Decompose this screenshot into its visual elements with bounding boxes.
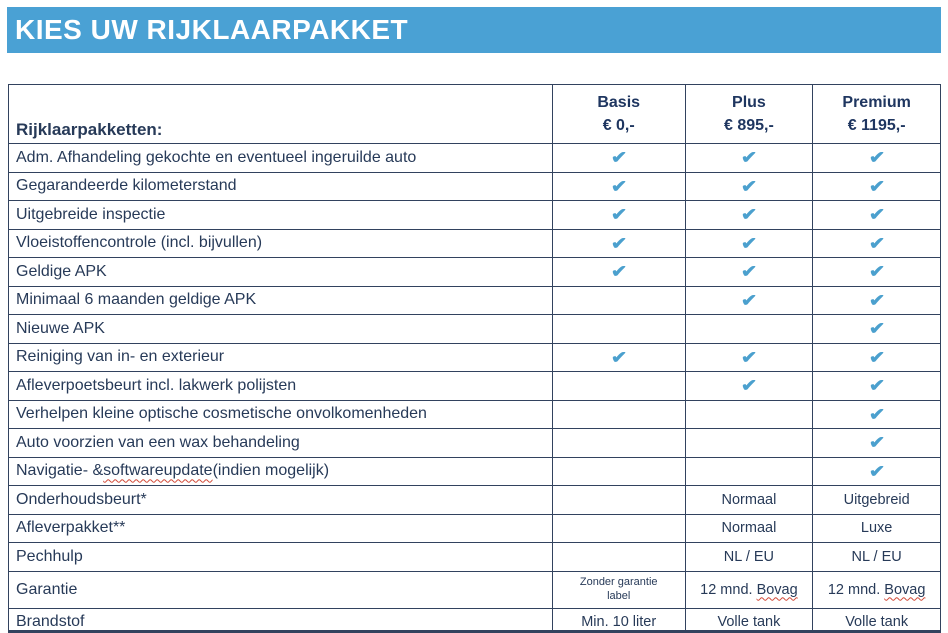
corner-header: Rijklaarpakketten: bbox=[16, 120, 163, 139]
table-row bbox=[9, 343, 940, 372]
package-name: Basis bbox=[597, 93, 641, 111]
check-icon: ✔ bbox=[610, 176, 627, 196]
feature-label: Gegarandeerde kilometerstand bbox=[16, 177, 237, 195]
value-cell bbox=[552, 372, 685, 400]
value-cell bbox=[812, 287, 940, 315]
feature-label: Auto voorzien van een wax behandeling bbox=[16, 433, 300, 451]
table-row bbox=[9, 371, 940, 400]
check-icon: ✔ bbox=[740, 205, 758, 225]
value-text: Volle tank bbox=[845, 614, 909, 631]
feature-label: Afleverpoetsbeurt incl. lakwerk polijsten bbox=[16, 376, 297, 394]
value-cell bbox=[685, 287, 813, 315]
value-cell bbox=[552, 144, 685, 172]
check-icon: ✔ bbox=[740, 176, 758, 196]
value-cell bbox=[685, 401, 813, 429]
feature-label: Afleverpakket** bbox=[16, 519, 126, 537]
check-icon: ✔ bbox=[740, 262, 758, 282]
check-icon: ✔ bbox=[868, 176, 885, 196]
value-cell bbox=[552, 344, 685, 372]
table-row bbox=[9, 172, 940, 201]
feature-label: Vloeistoffencontrole (incl. bijvullen) bbox=[16, 234, 263, 252]
table-row bbox=[9, 229, 940, 258]
value-cell bbox=[685, 515, 813, 543]
table-row bbox=[9, 286, 940, 315]
feature-label: Adm. Afhandeling gekochte en eventueel ingeruilde auto bbox=[16, 148, 417, 166]
table-row bbox=[9, 542, 940, 571]
check-icon: ✔ bbox=[740, 347, 758, 367]
table-row bbox=[9, 514, 940, 543]
value-text: NL / EU bbox=[723, 548, 775, 565]
value-cell bbox=[812, 572, 940, 608]
check-icon: ✔ bbox=[740, 233, 758, 253]
table-row bbox=[9, 608, 940, 633]
value-text: Min. 10 liter bbox=[581, 614, 657, 631]
value-cell bbox=[552, 543, 685, 571]
value-text: Uitgebreid bbox=[843, 491, 910, 508]
value-text: NL / EU bbox=[851, 548, 902, 565]
check-icon: ✔ bbox=[868, 319, 885, 339]
value-text: Zonder garantie label bbox=[579, 575, 658, 602]
value-cell bbox=[552, 401, 685, 429]
value-cell bbox=[685, 486, 813, 514]
value-cell bbox=[552, 287, 685, 315]
feature-label: Navigatie- & softwareupdate (indien mogelijk) bbox=[16, 462, 330, 480]
column-header-plus bbox=[685, 85, 813, 143]
package-name: Premium bbox=[842, 93, 911, 111]
check-icon: ✔ bbox=[868, 433, 885, 453]
value-cell bbox=[685, 173, 813, 201]
column-header-premium bbox=[812, 85, 940, 143]
value-cell bbox=[552, 173, 685, 201]
value-cell bbox=[812, 315, 940, 343]
value-text: 12 mnd. Bovag bbox=[700, 581, 798, 598]
value-cell bbox=[552, 201, 685, 229]
check-icon: ✔ bbox=[740, 148, 758, 168]
page-title: KIES UW RIJKLAARPAKKET bbox=[15, 14, 409, 45]
spellcheck-underlined-text: Bovag bbox=[884, 581, 926, 598]
package-comparison-table bbox=[8, 84, 941, 633]
value-text: 12 mnd. Bovag bbox=[827, 581, 926, 598]
value-text: Normaal bbox=[721, 491, 777, 508]
value-cell bbox=[812, 543, 940, 571]
table-row bbox=[9, 314, 940, 343]
value-cell bbox=[552, 458, 685, 486]
value-cell bbox=[812, 458, 940, 486]
feature-label: Minimaal 6 maanden geldige APK bbox=[16, 291, 257, 309]
table-row bbox=[9, 400, 940, 429]
check-icon: ✔ bbox=[868, 290, 885, 310]
value-cell bbox=[685, 201, 813, 229]
value-cell bbox=[685, 572, 813, 608]
table-row bbox=[9, 457, 940, 486]
spellcheck-underlined-text: softwareupdate bbox=[103, 462, 213, 480]
check-icon: ✔ bbox=[740, 290, 758, 310]
package-name: Plus bbox=[732, 93, 766, 111]
value-cell bbox=[812, 486, 940, 514]
feature-label: Garantie bbox=[16, 580, 78, 598]
value-cell bbox=[552, 315, 685, 343]
value-cell bbox=[685, 609, 813, 633]
feature-label: Verhelpen kleine optische cosmetische onvolkomenheden bbox=[16, 405, 427, 423]
check-icon: ✔ bbox=[868, 376, 885, 396]
check-icon: ✔ bbox=[868, 404, 885, 424]
value-cell bbox=[552, 609, 685, 633]
check-icon: ✔ bbox=[868, 461, 885, 481]
check-icon: ✔ bbox=[610, 233, 627, 253]
value-cell bbox=[812, 401, 940, 429]
feature-label: Pechhulp bbox=[16, 547, 83, 565]
value-cell bbox=[685, 543, 813, 571]
value-text: Normaal bbox=[721, 520, 777, 537]
value-cell bbox=[552, 429, 685, 457]
column-header-basis bbox=[552, 85, 685, 143]
value-cell bbox=[812, 429, 940, 457]
check-icon: ✔ bbox=[868, 148, 885, 168]
value-cell bbox=[552, 572, 685, 608]
value-cell bbox=[685, 429, 813, 457]
value-cell bbox=[685, 230, 813, 258]
value-cell bbox=[812, 515, 940, 543]
table-row bbox=[9, 428, 940, 457]
value-cell bbox=[812, 344, 940, 372]
feature-label: Nieuwe APK bbox=[16, 319, 105, 337]
value-cell bbox=[812, 258, 940, 286]
value-cell bbox=[552, 515, 685, 543]
value-cell bbox=[812, 144, 940, 172]
package-price: € 1195,- bbox=[847, 117, 906, 134]
check-icon: ✔ bbox=[868, 233, 885, 253]
feature-label: Reiniging van in- en exterieur bbox=[16, 348, 225, 366]
table-row bbox=[9, 257, 940, 286]
value-cell bbox=[812, 173, 940, 201]
value-cell bbox=[552, 230, 685, 258]
table-row bbox=[9, 571, 940, 608]
feature-label: Onderhoudsbeurt* bbox=[16, 490, 147, 508]
value-cell bbox=[685, 144, 813, 172]
table-row bbox=[9, 143, 940, 172]
value-cell bbox=[812, 609, 940, 633]
value-cell bbox=[685, 344, 813, 372]
check-icon: ✔ bbox=[610, 262, 627, 282]
feature-label: Geldige APK bbox=[16, 262, 107, 280]
table-row bbox=[9, 485, 940, 514]
check-icon: ✔ bbox=[868, 347, 885, 367]
value-cell bbox=[812, 230, 940, 258]
table-header-row bbox=[9, 85, 940, 143]
feature-label: Uitgebreide inspectie bbox=[16, 205, 166, 223]
value-cell bbox=[552, 486, 685, 514]
check-icon: ✔ bbox=[868, 205, 885, 225]
value-cell bbox=[552, 258, 685, 286]
check-icon: ✔ bbox=[868, 262, 885, 282]
value-cell bbox=[685, 258, 813, 286]
value-cell bbox=[685, 458, 813, 486]
value-cell bbox=[685, 315, 813, 343]
feature-label: Brandstof bbox=[16, 613, 85, 631]
check-icon: ✔ bbox=[610, 205, 627, 225]
check-icon: ✔ bbox=[610, 148, 627, 168]
check-icon: ✔ bbox=[610, 347, 627, 367]
table-row bbox=[9, 200, 940, 229]
package-price: € 895,- bbox=[724, 117, 774, 134]
title-bar bbox=[7, 7, 941, 53]
value-cell bbox=[812, 201, 940, 229]
value-text: Luxe bbox=[860, 520, 893, 537]
value-cell bbox=[812, 372, 940, 400]
spellcheck-underlined-text: Bovag bbox=[756, 581, 798, 598]
package-price: € 0,- bbox=[602, 117, 635, 134]
value-text: Volle tank bbox=[717, 614, 781, 631]
check-icon: ✔ bbox=[740, 376, 758, 396]
value-cell bbox=[685, 372, 813, 400]
